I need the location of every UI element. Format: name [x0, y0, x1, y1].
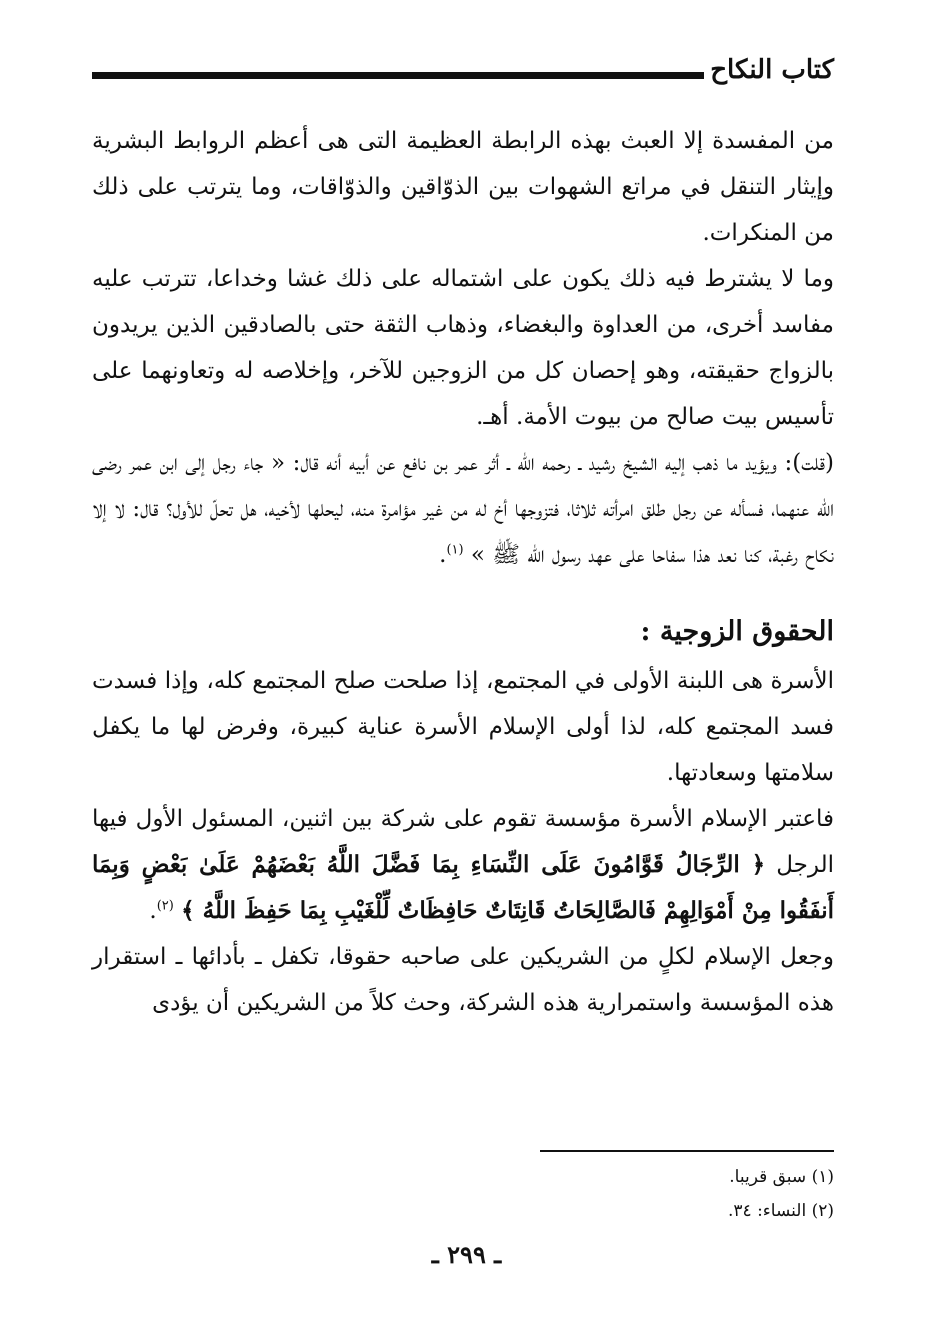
paragraph: الأسرة هى اللبنة الأولى في المجتمع، إذا صلحت صلح المجتمع كله، وإذا فسدت فسد المجتمع كله، لذا أولى الإسلام الأسرة عناية كبيرة، وفرض لها ما يكفل سلامتها وسعادتها.: [92, 668, 834, 786]
paragraph-text: فاعتبر الإسلام الأسرة مؤسسة تقوم على شركة بين اثنين، المسئول الأول فيها الرجل: [92, 806, 834, 878]
section-heading: الحقوق الزوجية :: [640, 616, 834, 647]
main-text: [92, 118, 834, 1026]
footnote: (٢) النساء: ٣٤.: [728, 1201, 834, 1221]
paragraph: من المفسدة إلا العبث بهذه الرابطة العظيمة التى هى أعظم الروابط البشرية وإيثار التنقل في مراتع الشهوات بين الذوّاقين والذوّاقات، وما يترتب على ذلك من المنكرات.: [92, 128, 834, 246]
paragraph: (قلت): ويؤيد ما ذهب إليه الشيخ رشيد ـ رحمه الله ـ أثر عمر بن نافع عن أبيه أنه قال: « جاء رجل إلى ابن عمر رضى الله عنهما، فسأله عن رجل طلق امرأته ثلاثا، فتزوجها أخ له من غير مؤامرة منه، ليحلها لأخيه، هل تحلّ للأول؟ قال: لا إلا نكاح رغبة، كنا نعد هذا سفاحا على عهد رسول الله ﷺ » $^{(١)}$.: [92, 450, 834, 568]
footnote-ref-2: (٢): [156, 898, 174, 914]
paragraph: وما لا يشترط فيه ذلك يكون على اشتماله على ذلك غشا وخداعا، تترتب عليه مفاسد أخرى، من العداوة والبغضاء، وذهاب الثقة حتى بالصادقين الذين يريدون بالزواج حقيقته، وهو إحصان كل من الزوجين للآخر، وإخلاصه له وتعاونهما على تأسيس بيت صالح من بيوت الأمة. أهـ.: [92, 266, 834, 430]
quran-verse: ﴿ الرِّجَالُ قَوَّامُونَ عَلَى النِّسَاءِ بِمَا فَضَّلَ اللَّهُ بَعْضَهُمْ عَلَىٰ بَعْضٍ وَبِمَا أَنفَقُوا مِنْ أَمْوَالِهِمْ فَالصَّالِحَاتُ قَانِتَاتٌ حَافِظَاتٌ لِّلْغَيْبِ بِمَا حَفِظَ اللَّهُ ﴾: [92, 851, 834, 924]
paragraph: وجعل الإسلام لكلٍ من الشريكين على صاحبه حقوقا، تكفل ـ بأدائها ـ استقرار هذه المؤسسة واستمرارية هذه الشركة، وحث كلاً من الشريكين أن يؤدى: [92, 944, 834, 1016]
page-header: [92, 50, 834, 90]
paragraph: فاعتبر الإسلام الأسرة مؤسسة تقوم على شركة بين اثنين، المسئول الأول فيها الرجل ﴿ الرِّجَالُ قَوَّامُونَ عَلَى النِّسَاءِ بِمَا فَضَّلَ اللَّهُ بَعْضَهُمْ عَلَىٰ بَعْضٍ وَبِمَا أَنفَقُوا مِنْ أَمْوَالِهِمْ فَالصَّالِحَاتُ قَانِتَاتٌ حَافِظَاتٌ لِّلْغَيْبِ بِمَا حَفِظَ اللَّهُ ﴾ $^{(٢)}$.: [92, 806, 834, 924]
paragraph-text: (قلت): ويؤيد ما ذهب إليه الشيخ رشيد ـ رحمه الله ـ أثر عمر بن نافع عن أبيه أنه قال: « جاء رجل إلى ابن عمر رضى الله عنهما، فسأله عن رجل طلق امرأته ثلاثا، فتزوجها أخ له من غير مؤامرة منه، ليحلها لأخيه، هل تحلّ للأول؟ قال: لا إلا نكاح رغبة، كنا نعد هذا سفاحا على عهد رسول الله ﷺ »: [92, 450, 834, 568]
page-number: ـ ٢٩٩ ـ: [431, 1240, 502, 1269]
footnote-rule: [540, 1150, 834, 1152]
header-rule: [92, 72, 704, 79]
footnotes: [540, 1160, 834, 1228]
book-title: كتاب النكاح: [710, 55, 834, 85]
footnote-ref-1: (١): [446, 542, 464, 558]
footnote: (١) سبق قريبا.: [729, 1167, 834, 1187]
